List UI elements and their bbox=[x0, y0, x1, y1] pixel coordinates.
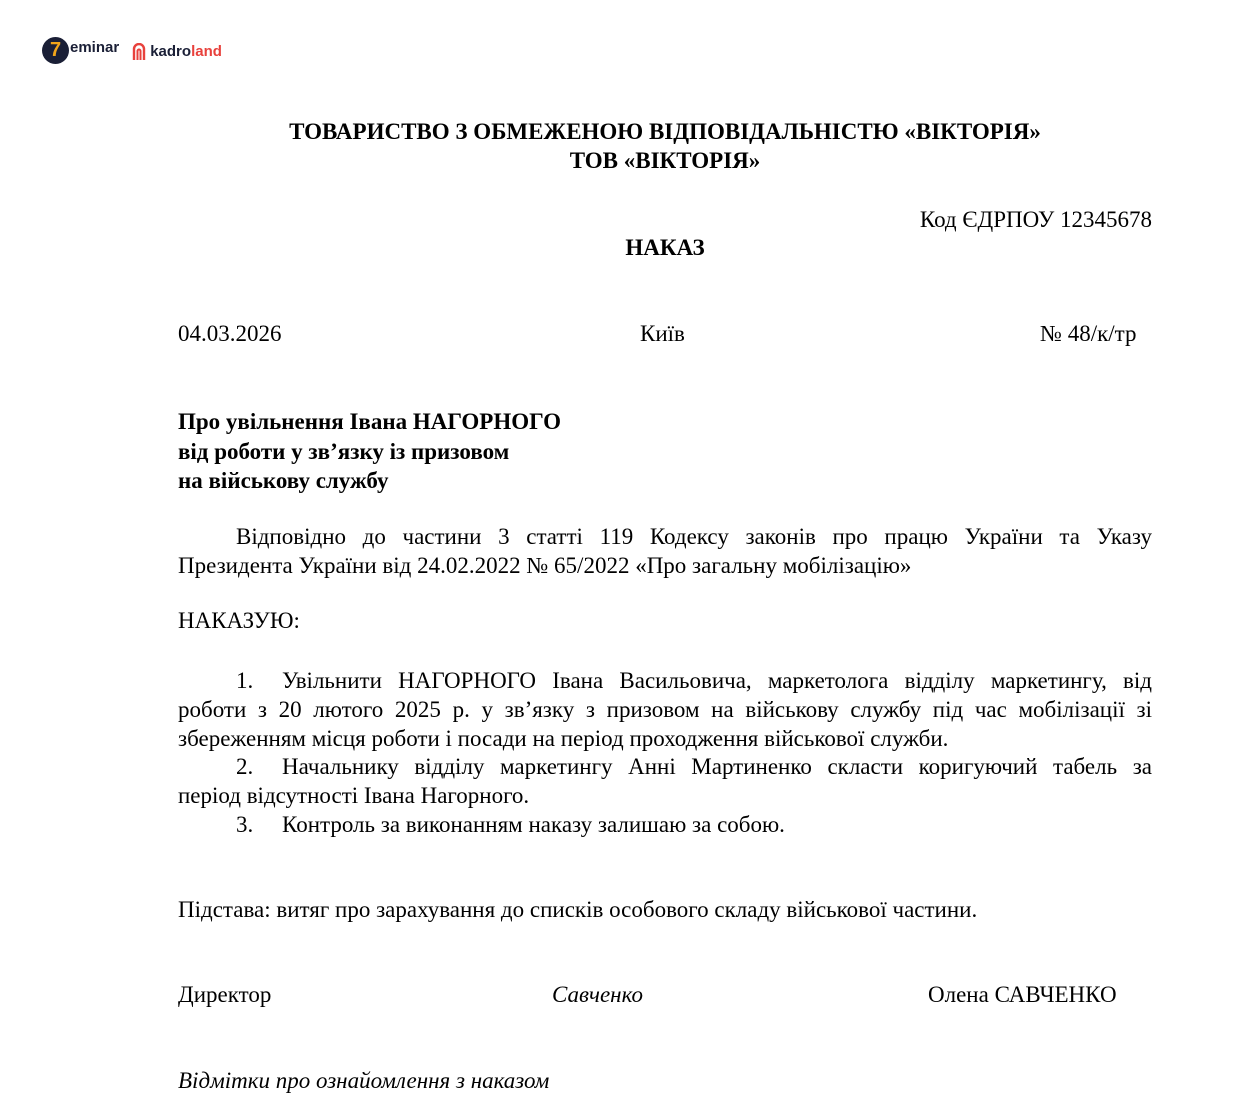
signatory-position: Директор bbox=[178, 982, 272, 1007]
order-item-line-1: Контроль за виконанням наказу залишаю за собою. bbox=[282, 812, 785, 837]
legal-basis-line-2: Президента України від 24.02.2022 № 65/2022 «Про загальну мобілізацію» bbox=[178, 553, 912, 578]
order-item-number: 2. bbox=[236, 754, 254, 779]
kadroland-logo-icon bbox=[131, 43, 147, 61]
kadroland-logo-part2: land bbox=[191, 43, 222, 60]
order-item-rest: період відсутності Івана Нагорного. bbox=[178, 783, 530, 808]
logos bbox=[42, 37, 222, 64]
edrpou-code: Код ЄДРПОУ 12345678 bbox=[919, 207, 1152, 232]
subject-line-2: від роботи у зв’язку із призовом bbox=[178, 438, 510, 464]
order-item-3 bbox=[178, 810, 1152, 839]
order-item-line-1: Увільнити НАГОРНОГО Івана Васильовича, маркетолога відділу маркетингу, від bbox=[282, 668, 1152, 693]
kadroland-logo-word bbox=[150, 43, 222, 60]
seminar-logo bbox=[42, 37, 119, 64]
kadroland-logo-part1: kadro bbox=[150, 43, 192, 60]
order-item-2 bbox=[178, 752, 1152, 810]
acknowledgement-note: Відмітки про ознайомлення з наказом bbox=[178, 1068, 550, 1093]
seminar-logo-word: eminar bbox=[70, 39, 120, 56]
subject-line-1: Про увільнення Івана НАГОРНОГО bbox=[178, 409, 562, 434]
order-word: НАКАЗУЮ: bbox=[178, 608, 300, 633]
order-item-line-1: Начальнику відділу маркетингу Анні Мартиненко скласти коригуючий табель за bbox=[282, 754, 1152, 779]
order-item-1 bbox=[178, 666, 1152, 753]
order-basis: Підстава: витяг про зарахування до списків особового складу військової частини. bbox=[178, 897, 978, 922]
document-type: НАКАЗ bbox=[625, 235, 705, 260]
order-number: № 48/к/тр bbox=[1040, 321, 1137, 346]
legal-basis-paragraph bbox=[178, 522, 1152, 580]
order-subject bbox=[178, 407, 561, 496]
kadroland-logo bbox=[131, 43, 222, 61]
org-full-name: ТОВАРИСТВО З ОБМЕЖЕНОЮ ВІДПОВІДАЛЬНІСТЮ «ВІКТОРІЯ» bbox=[289, 119, 1041, 144]
order-city: Київ bbox=[640, 321, 685, 346]
org-short-name: ТОВ «ВІКТОРІЯ» bbox=[569, 148, 761, 173]
subject-line-3: на військову службу bbox=[178, 468, 389, 493]
order-item-number: 3. bbox=[236, 812, 254, 837]
seminar-logo-digit: 7 bbox=[42, 37, 69, 64]
order-item-rest: роботи з 20 лютого 2025 р. у зв’язку з призовом на військову службу під час мобілізації зі збереженням місця роботи і посади на період проходження військової служби. bbox=[178, 697, 1152, 751]
signatory-name: Олена САВЧЕНКО bbox=[928, 982, 1117, 1007]
order-item-number: 1. bbox=[236, 668, 254, 693]
signature: Савченко bbox=[552, 982, 643, 1007]
legal-basis-line-1: Відповідно до частини 3 статті 119 Кодексу законів про працю України та Указу bbox=[236, 524, 1152, 549]
order-date: 04.03.2026 bbox=[178, 321, 282, 346]
